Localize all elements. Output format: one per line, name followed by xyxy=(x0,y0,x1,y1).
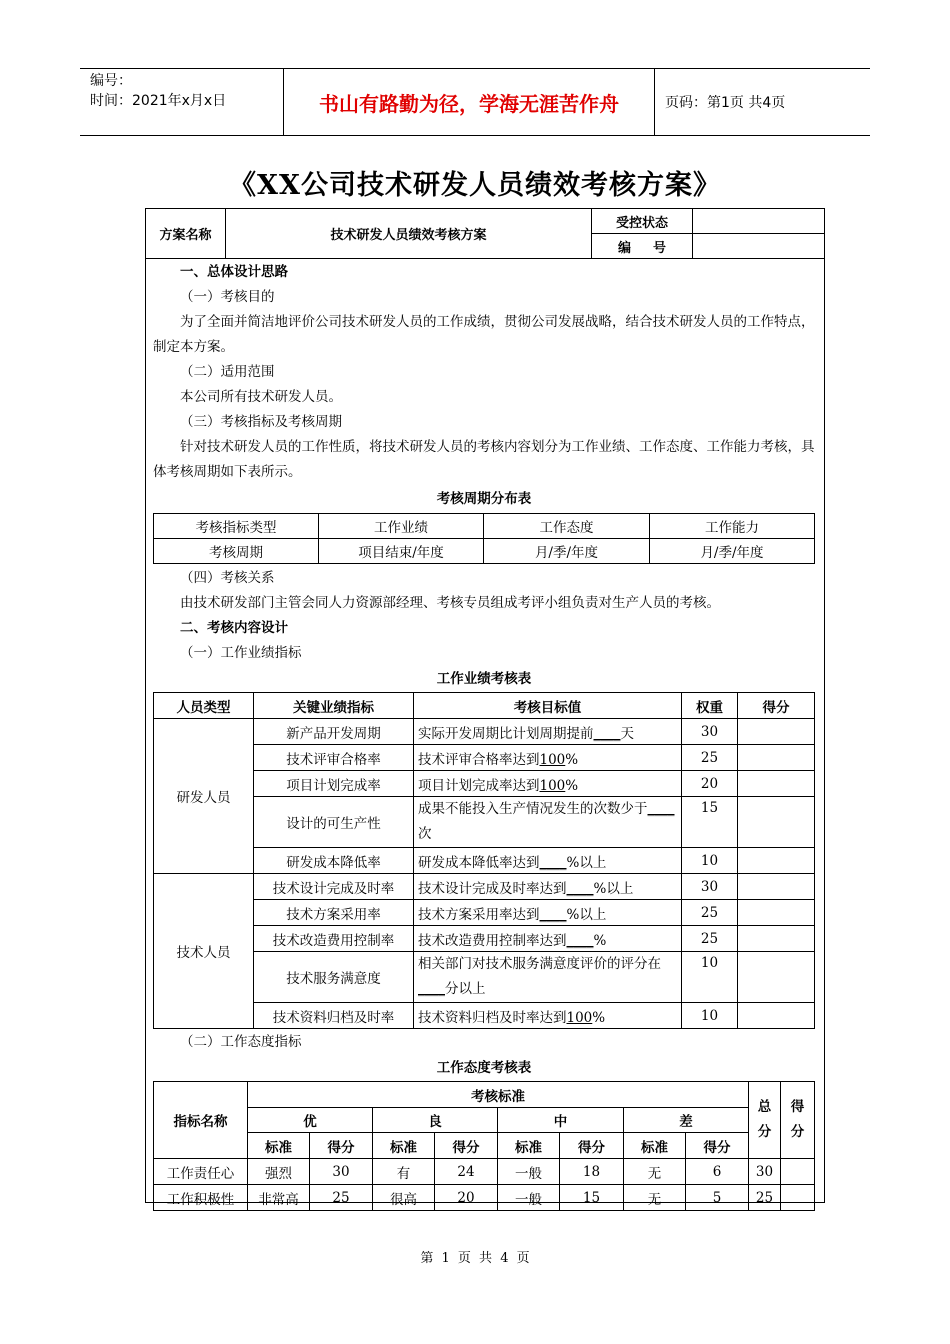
weight-cell: 30 xyxy=(682,874,738,900)
level-cell: 良 xyxy=(373,1108,498,1133)
table-caption: 工作业绩考核表 xyxy=(436,671,532,687)
weight-cell: 10 xyxy=(682,1003,738,1029)
header-meta xyxy=(80,69,283,135)
indicator-cell: 技术设计完成及时率 xyxy=(254,874,414,900)
table-cell: 20 xyxy=(435,1185,498,1211)
header-cell: 总 分 xyxy=(749,1082,781,1159)
indicator-cell: 项目计划完成率 xyxy=(254,771,414,797)
indicator-cell: 技术评审合格率 xyxy=(254,745,414,771)
table-cell: 5 xyxy=(686,1185,749,1211)
table-cell: 很高 xyxy=(373,1185,435,1211)
table-cell: 考核指标类型 xyxy=(154,514,319,539)
table-cell: 工作积极性 xyxy=(154,1185,248,1211)
section-heading: 一、总体设计思路 xyxy=(180,264,288,280)
control-status-label: 受控状态 xyxy=(592,209,693,234)
sub-header-cell: 得分 xyxy=(435,1133,498,1159)
header-cell: 得分 xyxy=(738,693,815,719)
indicator-cell: 技术方案采用率 xyxy=(254,900,414,926)
weight-cell: 10 xyxy=(682,848,738,874)
subsection-heading: （三）考核指标及考核周期 xyxy=(180,414,342,430)
table-cell: 工作能力 xyxy=(650,514,815,539)
table-cell: 30 xyxy=(749,1159,781,1185)
header-cell: 考核目标值 xyxy=(414,693,682,719)
table-cell: 无 xyxy=(624,1185,686,1211)
attitude-table xyxy=(153,1081,815,1211)
header-motto: 书山有路勤为径，学海无涯苦作舟 xyxy=(283,69,655,135)
page-header xyxy=(80,68,870,136)
table-cell: 30 xyxy=(310,1159,373,1185)
subsection-heading: （一）考核目的 xyxy=(180,289,275,305)
table-row xyxy=(154,1003,815,1029)
section-heading: 二、考核内容设计 xyxy=(180,620,288,636)
target-cell: 技术方案采用率达到____%以上 xyxy=(414,900,682,926)
document-body xyxy=(153,260,815,1211)
table-row xyxy=(154,514,815,539)
table-header-row xyxy=(154,1082,815,1108)
target-cell: 项目计划完成率达到100% xyxy=(414,771,682,797)
target-cell: 成果不能投入生产情况发生的次数少于____次 xyxy=(414,797,682,848)
header-number: 编号： xyxy=(90,73,132,89)
indicator-cell: 新产品开发周期 xyxy=(254,719,414,745)
table-header-row xyxy=(154,1133,815,1159)
weight-cell: 30 xyxy=(682,719,738,745)
score-cell xyxy=(738,797,815,848)
score-cell xyxy=(738,952,815,1003)
control-status-value xyxy=(693,209,824,234)
frame-header-row xyxy=(146,209,824,259)
level-cell: 中 xyxy=(498,1108,624,1133)
header-time: 时间：2021年x月x日 xyxy=(90,93,227,109)
sub-header-cell: 标准 xyxy=(498,1133,560,1159)
group-cell: 研发人员 xyxy=(154,719,254,874)
target-cell: 相关部门对技术服务满意度评价的评分在____分以上 xyxy=(414,952,682,1003)
indicator-cell: 技术改造费用控制率 xyxy=(254,926,414,952)
plan-name-label: 方案名称 xyxy=(146,209,226,258)
table-row xyxy=(154,1185,815,1211)
target-cell: 技术改造费用控制率达到____% xyxy=(414,926,682,952)
header-cell: 人员类型 xyxy=(154,693,254,719)
document-title: 《XX公司技术研发人员绩效考核方案》 xyxy=(229,170,721,201)
level-cell: 差 xyxy=(624,1108,749,1133)
paragraph: 为了全面并简洁地评价公司技术研发人员的工作成绩，贯彻公司发展战略，结合技术研发人员的工作特点，制定本方案。 xyxy=(153,314,815,355)
table-cell: 无 xyxy=(624,1159,686,1185)
paragraph: 针对技术研发人员的工作性质，将技术研发人员的考核内容划分为工作业绩、工作态度、工作能力考核，具体考核周期如下表所示。 xyxy=(153,439,815,480)
plan-name-value: 技术研发人员绩效考核方案 xyxy=(226,209,592,258)
table-row xyxy=(154,745,815,771)
table-cell: 考核周期 xyxy=(154,539,319,564)
paragraph: 本公司所有技术研发人员。 xyxy=(180,389,342,405)
indicator-cell: 技术资料归档及时率 xyxy=(254,1003,414,1029)
sub-header-cell: 得分 xyxy=(560,1133,624,1159)
weight-cell: 20 xyxy=(682,771,738,797)
target-cell: 研发成本降低率达到____%以上 xyxy=(414,848,682,874)
subsection-heading: （四）考核关系 xyxy=(180,570,275,586)
score-cell xyxy=(738,874,815,900)
target-cell: 技术评审合格率达到100% xyxy=(414,745,682,771)
target-cell: 技术资料归档及时率达到100% xyxy=(414,1003,682,1029)
table-header-row xyxy=(154,1108,815,1133)
table-cell: 月/季/年度 xyxy=(484,539,650,564)
indicator-cell: 设计的可生产性 xyxy=(254,797,414,848)
doc-number-label: 编号 xyxy=(592,234,693,258)
score-cell xyxy=(738,848,815,874)
sub-header-cell: 标准 xyxy=(373,1133,435,1159)
header-cell: 得 分 xyxy=(781,1082,815,1159)
weight-cell: 25 xyxy=(682,900,738,926)
score-cell xyxy=(738,900,815,926)
table-cell: 18 xyxy=(560,1159,624,1185)
table-cell: 6 xyxy=(686,1159,749,1185)
subsection-heading: （二）工作态度指标 xyxy=(180,1034,302,1050)
table-cell: 非常高 xyxy=(248,1185,310,1211)
table-cell: 25 xyxy=(310,1185,373,1211)
table-cell: 工作态度 xyxy=(484,514,650,539)
weight-cell: 25 xyxy=(682,926,738,952)
table-row xyxy=(154,926,815,952)
target-cell: 实际开发周期比计划周期提前____天 xyxy=(414,719,682,745)
table-cell: 强烈 xyxy=(248,1159,310,1185)
weight-cell: 15 xyxy=(682,797,738,848)
score-cell xyxy=(781,1185,815,1211)
table-caption: 工作态度考核表 xyxy=(436,1060,532,1076)
group-cell: 技术人员 xyxy=(154,874,254,1029)
weight-cell: 25 xyxy=(682,745,738,771)
header-cell: 指标名称 xyxy=(154,1082,248,1159)
table-cell: 15 xyxy=(560,1185,624,1211)
table-row xyxy=(154,952,815,1003)
cycle-table xyxy=(153,513,815,564)
table-row xyxy=(154,900,815,926)
table-cell: 25 xyxy=(749,1185,781,1211)
score-cell xyxy=(738,926,815,952)
sub-header-cell: 标准 xyxy=(248,1133,310,1159)
table-cell: 项目结束/年度 xyxy=(319,539,484,564)
header-cell: 权重 xyxy=(682,693,738,719)
table-cell: 工作责任心 xyxy=(154,1159,248,1185)
table-row xyxy=(154,874,815,900)
sub-header-cell: 得分 xyxy=(686,1133,749,1159)
table-row xyxy=(154,719,815,745)
header-cell: 关键业绩指标 xyxy=(254,693,414,719)
subsection-heading: （一）工作业绩指标 xyxy=(180,645,302,661)
header-page-info: 页码：第1页 共4页 xyxy=(665,95,786,111)
table-cell: 一般 xyxy=(498,1159,560,1185)
table-row xyxy=(154,848,815,874)
table-row xyxy=(154,539,815,564)
paragraph: 由技术研发部门主管会同人力资源部经理、考核专员组成考评小组负责对生产人员的考核。 xyxy=(180,595,720,611)
score-cell xyxy=(738,1003,815,1029)
performance-table xyxy=(153,692,815,1029)
level-cell: 优 xyxy=(248,1108,373,1133)
weight-cell: 10 xyxy=(682,952,738,1003)
table-row xyxy=(154,771,815,797)
table-caption: 考核周期分布表 xyxy=(436,491,532,507)
indicator-cell: 技术服务满意度 xyxy=(254,952,414,1003)
table-header-row xyxy=(154,693,815,719)
subsection-heading: （二）适用范围 xyxy=(180,364,275,380)
table-cell: 工作业绩 xyxy=(319,514,484,539)
table-row xyxy=(154,1159,815,1185)
sub-header-cell: 得分 xyxy=(310,1133,373,1159)
target-cell: 技术设计完成及时率达到____%以上 xyxy=(414,874,682,900)
indicator-cell: 研发成本降低率 xyxy=(254,848,414,874)
score-cell xyxy=(738,771,815,797)
table-cell: 月/季/年度 xyxy=(650,539,815,564)
score-cell xyxy=(738,719,815,745)
table-cell: 有 xyxy=(373,1159,435,1185)
table-row xyxy=(154,797,815,848)
table-cell: 一般 xyxy=(498,1185,560,1211)
score-cell xyxy=(781,1159,815,1185)
sub-header-cell: 标准 xyxy=(624,1133,686,1159)
header-cell: 考核标准 xyxy=(248,1082,749,1108)
page-footer: 第 1 页 共 4 页 xyxy=(420,1251,530,1266)
score-cell xyxy=(738,745,815,771)
table-cell: 24 xyxy=(435,1159,498,1185)
